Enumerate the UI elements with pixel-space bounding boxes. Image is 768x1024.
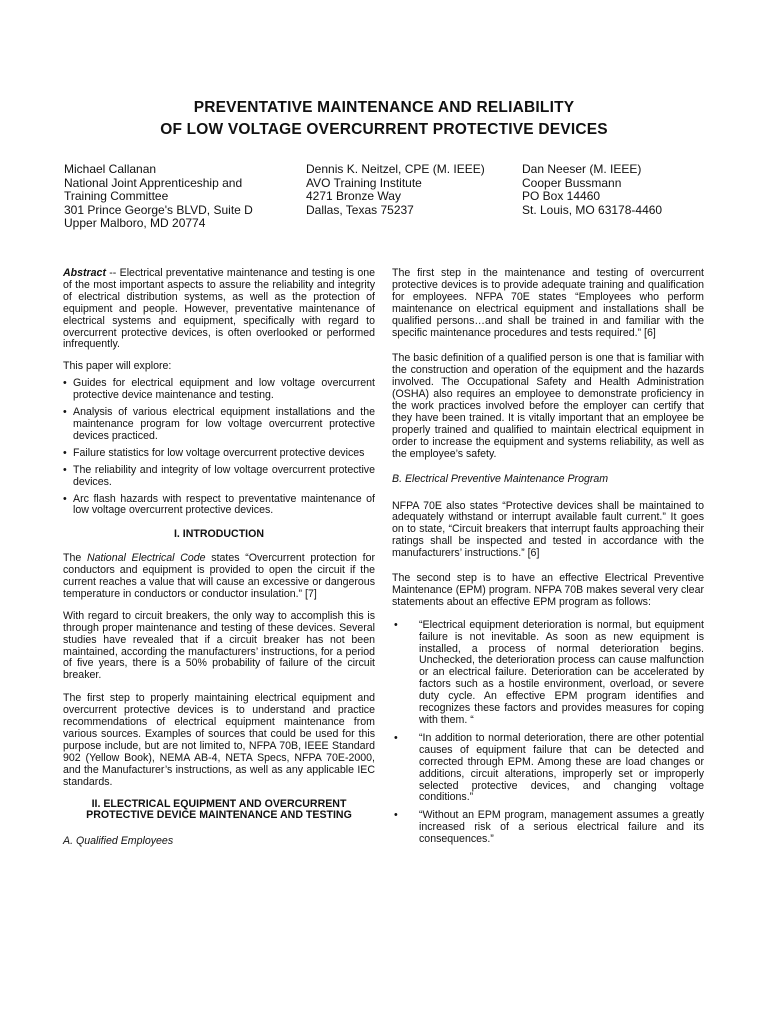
author-1-line: 301 Prince George's BLVD, Suite D: [64, 202, 253, 217]
abstract-label: Abstract: [63, 267, 106, 279]
list-item: [392, 810, 704, 846]
author-3: [522, 163, 662, 217]
intro-paragraph-3: The first step to properly maintaining electrical equipment and overcurrent protective devices is to understand and practice recommendations of electrical equipment maintenance from various sources. Examples of sources that could be used for this purpose include, but are not limited to, NFPA 70B, IEEE Standard 902 (Yellow Book), NEMA AB-4, NETA Specs, NFPA 70E-2000, and the Manufacturer’s instructions, as well as any applicable IEC standards.: [63, 692, 375, 788]
list-item: [63, 465, 375, 489]
author-1-line: Upper Malboro, MD 20774: [64, 216, 206, 231]
intro-p1-pre: The: [63, 552, 87, 565]
list-item-text: The reliability and integrity of low voltage overcurrent protective devices.: [73, 463, 375, 488]
list-item-text: “Without an EPM program, management assumes a greatly increased risk of a serious electrical failure and its consequences.”: [419, 809, 704, 846]
abstract: [63, 268, 375, 351]
list-item-text: Analysis of various electrical equipment installations and the maintenance program for low voltage overcurrent protective devices practiced.: [73, 406, 375, 442]
author-3-line: PO Box 14460: [522, 189, 601, 204]
bullet-icon: •: [63, 446, 67, 459]
right-paragraph-2: The basic definition of a qualified person is one that is familiar with the construction and operation of the equipment and the hazards involved. The Occupational Safety and Health Administration (OSHA) also requires an employee to demonstrate proficiency in the work practices involved before the employer can certify that they have been trained. It is vitally important that an employee be properly trained and qualified to maintain electrical equipment in order to increase the equipment and systems reliability, as well as the employee’s safety.: [392, 352, 704, 460]
author-3-line: St. Louis, MO 63178-4460: [522, 202, 663, 217]
section-heading-2-line-2: PROTECTIVE DEVICE MAINTENANCE AND TESTING: [86, 809, 352, 822]
section-heading-2: [63, 799, 375, 823]
list-item: [392, 620, 704, 727]
title-line-2: OF LOW VOLTAGE OVERCURRENT PROTECTIVE DEVICES: [160, 121, 608, 138]
author-1: [64, 163, 253, 231]
intro-paragraph-2: With regard to circuit breakers, the only way to accomplish this is through proper maintenance and testing of these devices. Several studies have revealed that if a circuit breaker has not been maintained, according the manufacturers’ instructions, for a period of five years, there is a 50% probability of failure of the circuit breaker.: [63, 609, 375, 682]
list-item: [392, 733, 704, 804]
list-item-text: Failure statistics for low voltage overcurrent protective devices: [73, 446, 365, 459]
author-3-line: Cooper Bussmann: [522, 175, 622, 190]
author-1-line: Michael Callanan: [64, 162, 157, 176]
bullet-icon: •: [63, 492, 67, 505]
intro-paragraph-1: [63, 553, 375, 601]
intro-p1-post: states “Overcurrent protection for conductors and equipment is provided to open the circuit if the current reaches a value that will cause an excessive or dangerous temperature in conductors or conductor insulation.” [7]: [63, 552, 375, 600]
bullet-icon: •: [63, 377, 67, 390]
list-item-text: Arc flash hazards with respect to preventative maintenance of low voltage overcurrent protective devices.: [73, 492, 375, 517]
author-1-line: National Joint Apprenticeship and: [64, 175, 243, 190]
intro-p1-em: National Electrical Code: [86, 552, 206, 565]
right-paragraph-3: NFPA 70E also states “Protective devices shall be maintained to adequately withstand or interrupt available fault current.” It goes on to state, “Circuit breakers that interrupt faults approaching their ratings shall be inspected and tested in accordance with the manufacturers’ instructions.” [6]: [392, 499, 704, 560]
author-3-line: Dan Neeser (M. IEEE): [522, 162, 642, 176]
right-paragraph-1: The first step in the maintenance and testing of overcurrent protective devices is to provide adequate training and qualification for employees. NFPA 70E states “Employees who perform maintenance on electrical equipment and installations shall be qualified persons…and shall be trained in and familiar with the specific maintenance procedures and tests required.” [6]: [392, 267, 704, 339]
bullet-icon: •: [63, 463, 67, 476]
bullet-icon: •: [394, 731, 398, 744]
list-item: [63, 407, 375, 443]
bullet-icon: •: [63, 406, 67, 419]
section-heading-introduction: I. INTRODUCTION: [173, 528, 265, 541]
explore-intro: This paper will explore:: [63, 360, 172, 373]
author-2-line: Dennis K. Neitzel, CPE (M. IEEE): [306, 162, 485, 176]
author-2: [306, 163, 485, 217]
list-item-text: “In addition to normal deterioration, there are other potential causes of equipment failure that can be detected and corrected through EPM. Among these are load changes or additions, circuit alterations, improperly set or improperly selected protective devices, and changing voltage conditions.”: [419, 731, 704, 804]
author-2-line: Dallas, Texas 75237: [306, 202, 414, 217]
title-line-1: PREVENTATIVE MAINTENANCE AND RELIABILITY: [193, 99, 575, 116]
list-item: [63, 378, 375, 402]
right-column: [392, 268, 704, 852]
section-heading-2-line-1: II. ELECTRICAL EQUIPMENT AND OVERCURRENT: [91, 797, 347, 810]
author-1-line: Training Committee: [64, 189, 169, 204]
subsection-epm-program: B. Electrical Preventive Maintenance Program: [392, 472, 609, 485]
bullet-icon: •: [394, 809, 398, 822]
author-2-line: AVO Training Institute: [306, 175, 422, 190]
list-item: [63, 494, 375, 518]
left-column: [63, 268, 375, 860]
bullet-icon: •: [394, 618, 398, 631]
subsection-qualified-employees: A. Qualified Employees: [63, 835, 174, 848]
right-paragraph-4: The second step is to have an effective Electrical Preventive Maintenance (EPM) program. NFPA 70B makes several very clear statements about an effective EPM program as follows:: [392, 572, 704, 608]
list-item: [63, 448, 375, 460]
author-2-line: 4271 Bronze Way: [306, 189, 401, 204]
list-item-text: Guides for electrical equipment and low voltage overcurrent protective device maintenance and testing.: [73, 377, 375, 402]
list-item-text: “Electrical equipment deterioration is normal, but equipment failure is not inevitable. As soon as new equipment is installed, a process of normal deterioration begins. Unchecked, the deterioration process can cause malfunction or an electrical failure. Deterioration can be accelerated by factors such as a hostile environment, overload, or severe duty cycle. An effective EPM program identifies and recognizes these factors and provides measures for coping with them. “: [419, 618, 704, 726]
abstract-text: -- Electrical preventative maintenance and testing is one of the most important aspects to assure the reliability and integrity of electrical distribution systems, as well as the protection of equipment and people. However, preventative maintenance of electrical systems and equipment, specifically with regard to overcurrent protective devices, is often overlooked or performed infrequently.: [63, 267, 375, 351]
